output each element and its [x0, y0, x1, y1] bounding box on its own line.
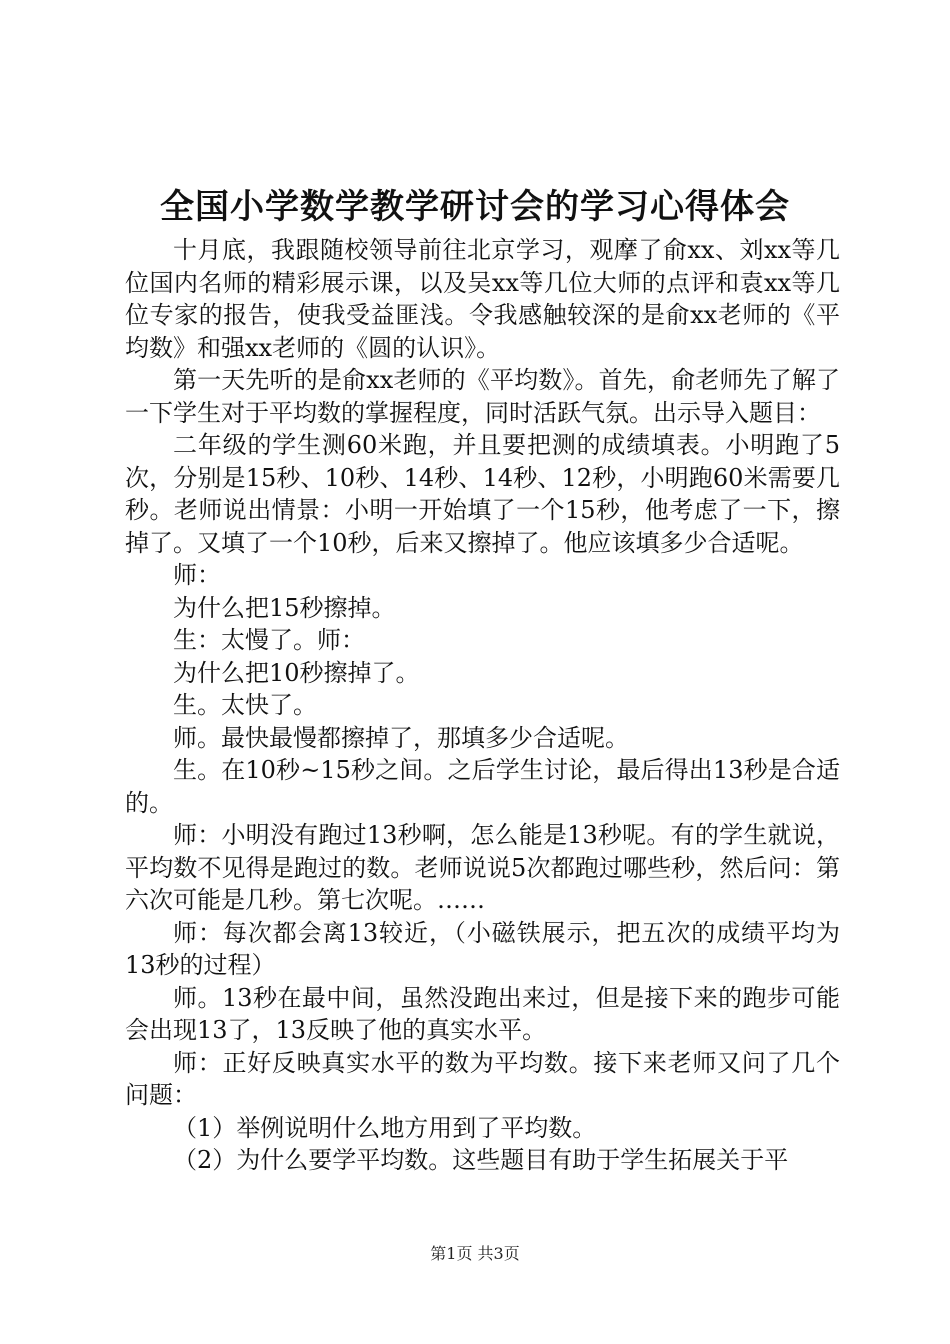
paragraph: 生：太慢了。师： — [173, 626, 365, 654]
paragraph: 生。太快了。 — [173, 691, 317, 719]
paragraph: 为什么把15秒擦掉。 — [173, 593, 396, 622]
paragraph: 师：每次都会离13较近，（小磁铁展示，把五次的成绩平均为13秒的过程） — [125, 918, 840, 979]
paragraph: 第一天先听的是俞xx老师的《平均数》。首先，俞老师先了解了一下学生对于平均数的掌握程度，同时活跃气氛。出示导入题目： — [125, 366, 840, 427]
paragraph: 师。最快最慢都擦掉了，那填多少合适呢。 — [173, 723, 629, 752]
paragraph: （2）为什么要学平均数。这些题目有助于学生拓展关于平 — [173, 1146, 789, 1174]
paragraph: 为什么把10秒擦掉了。 — [173, 658, 420, 687]
page-number-footer: 第1页 共3页 — [430, 1244, 520, 1263]
paragraph: 师：正好反映真实水平的数为平均数。接下来老师又问了几个问题： — [125, 1048, 840, 1109]
paragraph: 生。在10秒~15秒之间。之后学生讨论，最后得出13秒是合适的。 — [125, 756, 840, 817]
paragraph: 师： — [173, 561, 221, 589]
document-title: 全国小学数学教学研讨会的学习心得体会 — [160, 187, 790, 227]
paragraph: 二年级的学生测60米跑，并且要把测的成绩填表。小明跑了5次，分别是15秒、10秒、14秒、14秒、12秒，小明跑60米需要几秒。老师说出情景：小明一开始填了一个15秒，他考虑了一下，擦掉了。又填了一个10秒，后来又擦掉了。他应该填多少合适呢。 — [125, 431, 840, 557]
paragraph: （1）举例说明什么地方用到了平均数。 — [173, 1113, 597, 1142]
paragraph: 十月底，我跟随校领导前往北京学习，观摩了俞xx、刘xx等几位国内名师的精彩展示课，以及吴xx等几位大师的点评和袁xx等几位专家的报告，使我受益匪浅。令我感触较深的是俞xx老师的《平均数》和强xx老师的《圆的认识》。 — [125, 236, 840, 362]
paragraph: 师：小明没有跑过13秒啊，怎么能是13秒呢。有的学生就说，平均数不见得是跑过的数。老师说说5次都跑过哪些秒，然后问：第六次可能是几秒。第七次呢。…… — [125, 821, 840, 914]
document-body — [125, 234, 840, 1177]
paragraph: 师。13秒在最中间，虽然没跑出来过，但是接下来的跑步可能会出现13了，13反映了他的真实水平。 — [125, 983, 840, 1044]
